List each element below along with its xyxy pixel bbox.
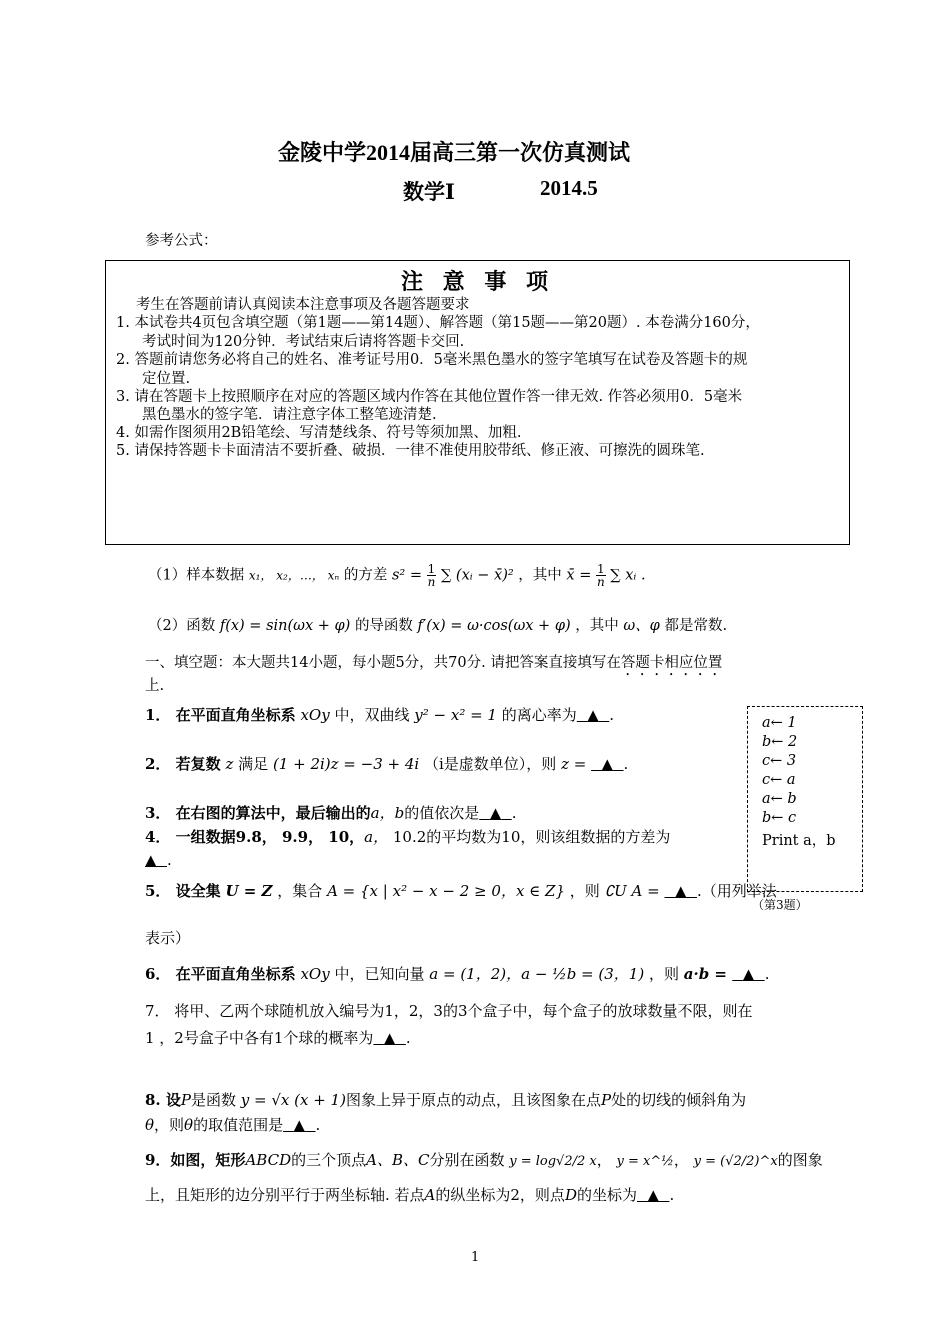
formula-2: （2）函数 f(x) = sin(ωx + φ) 的导函数 f′(x) = ω·cos(ωx + φ) ，其中 ω、φ 都是常数. xyxy=(148,618,728,634)
answer-mark: ▲ xyxy=(647,1186,659,1204)
notice-line: 考试时间为120分钟．考试结束后请将答题卡交回. xyxy=(142,334,465,350)
question-2: 2． 若复数 z 满足 (1 + 2i)z = −3 + 4i （i是虚数单位），则 z = ▲ . xyxy=(145,755,629,773)
algorithm-line: Print a，b xyxy=(762,833,836,849)
answer-mark: ▲ xyxy=(587,706,599,724)
answer-mark: ▲ xyxy=(293,1116,306,1134)
notice-line: 黑色墨水的签字笔．请注意字体工整笔迹清楚. xyxy=(142,407,437,423)
exam-title: 金陵中学2014届高三第一次仿真测试 xyxy=(278,140,631,165)
question-6: 6． 在平面直角坐标系 xOy 中，已知向量 a = (1，2)，a − ½b = (3，1) ，则 a·b = ▲ . xyxy=(145,965,770,983)
exam-subject: 数学Ⅰ xyxy=(403,179,455,204)
exam-date: 2014.5 xyxy=(540,176,598,200)
algorithm-line: b← c xyxy=(762,810,797,826)
answer-mark: ▲ xyxy=(489,804,502,822)
question-8-line2: θ，则θ的取值范围是 ▲ . xyxy=(145,1116,321,1134)
question-9-line2: 上，且矩形的边分别平行于两坐标轴. 若点A的纵坐标为2，则点D的坐标为 ▲ . xyxy=(145,1186,675,1204)
answer-mark: ▲ xyxy=(601,755,614,773)
algorithm-box xyxy=(747,706,863,892)
notice-line: 3. 请在答题卡上按照顺序在对应的答题区域内作答在其他位置作答一律无效. 作答必须用0．5毫米 xyxy=(116,389,743,405)
notice-line: 1. 本试卷共4页包含填空题（第1题——第14题）、解答题（第15题——第20题）. 本卷满分160分， xyxy=(116,315,760,331)
question-1: 1． 在平面直角坐标系 xOy 中，双曲线 y² − x² = 1 的离心率为 ▲ . xyxy=(145,706,615,724)
algorithm-line: b← 2 xyxy=(762,734,798,750)
notice-line: 2. 答题前请您务必将自己的姓名、准考证号用0．5毫米黑色墨水的签字笔填写在试卷及答题卡的规 xyxy=(116,352,748,368)
question-5: 5． 设全集 U = Z ，集合 A = {x | x² − x − 2 ≥ 0，x ∈ Z} ，则 ∁U A = ▲ .（用列举法 xyxy=(145,882,777,900)
answer-mark: ▲ xyxy=(145,851,157,869)
question-9: 9．如图，矩形ABCD的三个顶点A、B、C分别在函数 y = log√2/2 x， y = x^½， y = (√2/2)^x的图象 xyxy=(145,1151,823,1169)
answer-mark: ▲ xyxy=(674,882,687,900)
algorithm-line: c← a xyxy=(762,772,796,788)
formula-1: （1）样本数据 x₁， x₂，…， xₙ 的方差 s² = $\frac{1}{n}$ ∑ (xᵢ − x̄)² ，其中 x̄ = $\frac{1}{n}$ ∑ xᵢ . xyxy=(148,562,646,589)
section-instructions-end: 上. xyxy=(145,678,165,694)
notice-heading: 注 意 事 项 xyxy=(401,269,554,295)
page-number: 1 xyxy=(471,1250,480,1265)
algorithm-line: c← 3 xyxy=(762,753,797,769)
algorithm-caption: （第3题） xyxy=(752,898,808,912)
algorithm-line: a← b xyxy=(762,791,797,807)
question-3: 3． 在右图的算法中，最后输出的a，b的值依次是 ▲ . xyxy=(145,804,517,822)
question-7-line2: 1 ，2号盒子中各有1个球的概率为 ▲ . xyxy=(145,1029,411,1047)
notice-intro: 考生在答题前请认真阅读本注意事项及各题答题要求 xyxy=(136,297,470,313)
answer-mark: ▲ xyxy=(383,1029,396,1047)
question-7: 7． 将甲、乙两个球随机放入编号为1，2，3的3个盒子中，每个盒子的放球数量不限，则在 xyxy=(145,1002,753,1020)
algorithm-line: a← 1 xyxy=(762,715,797,731)
notice-line: 4. 如需作图须用2B铅笔绘、写清楚线条、符号等须加黑、加粗. xyxy=(116,425,522,441)
question-5-tail: 表示） xyxy=(145,929,191,947)
notice-line: 定位置. xyxy=(142,371,191,387)
formula-label: 参考公式： xyxy=(145,233,218,249)
question-8: 8. 设P是函数 y = √x (x + 1)图象上异于原点的动点，且该图象在点P处的切线的倾斜角为 xyxy=(145,1091,747,1109)
notice-box xyxy=(105,260,850,545)
question-4: 4． 一组数据9.8， 9.9， 10，a， 10.2的平均数为10，则该组数据的方差为 xyxy=(145,828,671,846)
question-4-answer: ▲ . xyxy=(145,851,172,869)
answer-mark: ▲ xyxy=(742,965,755,983)
section-instructions: 一、填空题：本大题共14小题，每小题5分，共70分. 请把答案直接填写在答题卡相应位置 xyxy=(145,655,723,671)
notice-line: 5. 请保持答题卡卡面清洁不要折叠、破损．一律不准使用胶带纸、修正液、可擦洗的圆珠笔. xyxy=(116,443,705,459)
